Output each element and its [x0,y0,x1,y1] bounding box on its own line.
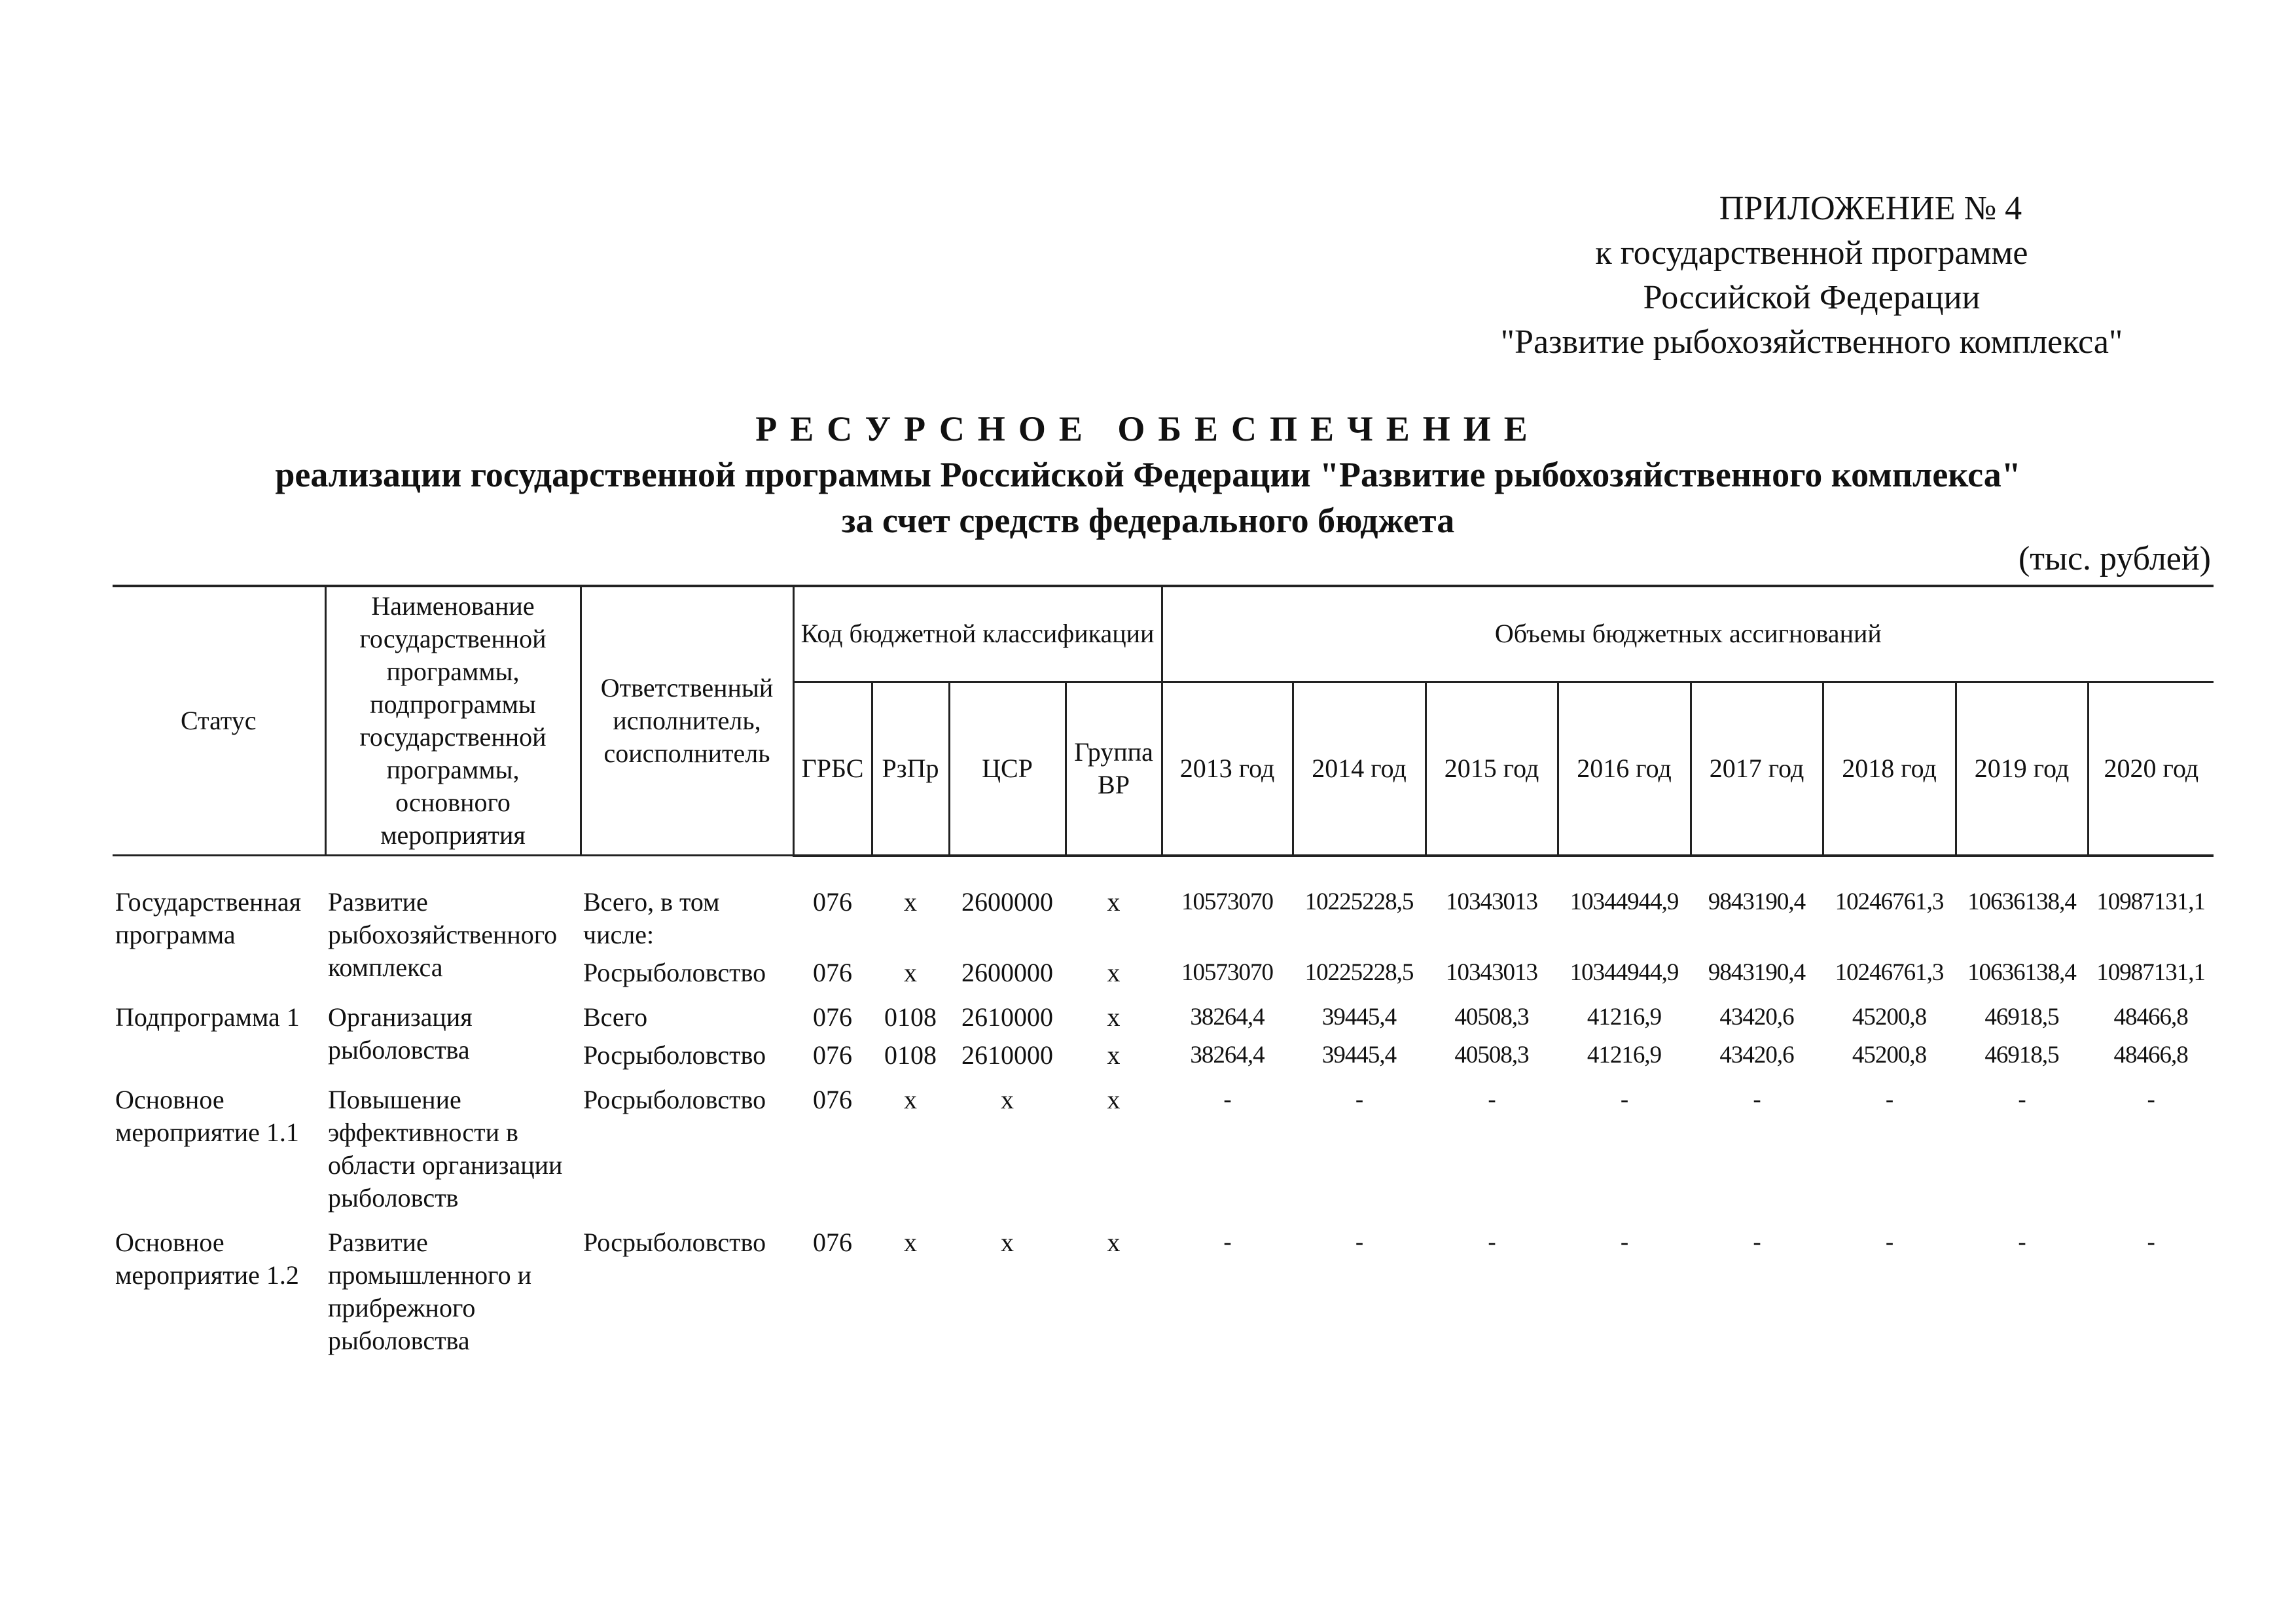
vr-cell: х [1107,1040,1121,1070]
value-cell: 10343013 [1446,958,1538,986]
vr-cell: х [1107,1227,1121,1257]
status-cell: Основное мероприятие 1.2 [115,1227,299,1290]
table-body [113,856,2214,1360]
status-cell: Государственная программа [115,886,302,949]
value-cell: 39445,4 [1321,1003,1397,1030]
value-cell: - [1620,1228,1628,1256]
appendix-number: ПРИЛОЖЕНИЕ № 4 [1719,190,2022,227]
name-cell: Развитие рыбохозяйственного комплекса [328,886,558,982]
value-cell: 10987131,1 [2096,958,2205,986]
rzpr-cell: х [904,886,917,917]
vr-cell: х [1107,1084,1121,1114]
value-cell: 48466,8 [2113,1003,2188,1030]
header-executor: Ответственный исполнитель, соисполнитель [581,586,793,856]
appendix-block [1419,187,2204,365]
value-cell: 10343013 [1446,888,1538,915]
value-cell: 38264,4 [1190,1041,1265,1068]
value-cell: 41216,9 [1587,1041,1662,1068]
status-cell: Подпрограмма 1 [115,1002,300,1032]
value-cell: - [1753,1085,1761,1113]
value-cell: 46918,5 [1984,1041,2059,1068]
value-cell: 45200,8 [1852,1003,1927,1030]
header-status: Статус [113,586,325,856]
value-cell: 10344944,9 [1570,958,1679,986]
csr-cell: 2600000 [961,957,1053,987]
header-year: 2019 год [1956,682,2088,855]
name-cell: Развитие промышленного и прибрежного рыболовства [328,1227,531,1355]
executor-cell: Всего [583,1002,648,1032]
value-cell: 10636138,4 [1967,958,2076,986]
value-cell: 10246761,3 [1835,958,1944,986]
value-cell: - [1488,1085,1496,1113]
name-cell: Повышение эффективности в области организации рыболовств [328,1084,563,1213]
title-main: РЕСУРСНОЕ ОБЕСПЕЧЕНИЕ [755,409,1541,448]
vr-cell: х [1107,886,1121,917]
appendix-line-4: "Развитие рыбохозяйственного комплекса" [1500,323,2123,361]
executor-cell: Росрыболовство [583,1084,766,1114]
value-cell: 9843190,4 [1708,888,1806,915]
title-sub-1: реализации государственной программы Российской Федерации "Развитие рыбохозяйственного комплекса" [275,455,2021,494]
budget-table [113,585,2214,1360]
header-vr: Группа ВР [1066,682,1162,855]
value-cell: 43420,6 [1719,1041,1794,1068]
value-cell: - [1223,1228,1231,1256]
rzpr-cell: х [904,1084,917,1114]
header-year: 2014 год [1293,682,1426,855]
value-cell: 10344944,9 [1570,888,1679,915]
header-rzpr: РзПр [872,682,949,855]
value-cell: 39445,4 [1321,1041,1397,1068]
value-cell: 10636138,4 [1967,888,2076,915]
value-cell: 9843190,4 [1708,958,1806,986]
value-cell: - [1620,1085,1628,1113]
value-cell: 40508,3 [1454,1003,1529,1030]
grbs-cell: 076 [813,1002,852,1032]
appendix-line-3: Российской Федерации [1643,279,1981,316]
value-cell: - [2147,1228,2155,1256]
rzpr-cell: х [904,1227,917,1257]
value-cell: 46918,5 [1984,1003,2059,1030]
value-cell: 10225228,5 [1304,958,1414,986]
header-year: 2017 год [1691,682,1823,855]
grbs-cell: 076 [813,957,852,987]
header-volume-group: Объемы бюджетных ассигнований [1162,586,2214,682]
document-title [0,406,2296,543]
value-cell: 43420,6 [1719,1003,1794,1030]
value-cell: 40508,3 [1454,1041,1529,1068]
value-cell: 10573070 [1181,888,1274,915]
table-row [113,877,2214,954]
value-cell: - [1885,1085,1893,1113]
csr-cell: х [1001,1084,1014,1114]
csr-cell: 2610000 [961,1002,1053,1032]
value-cell: - [2018,1228,2026,1256]
value-cell: - [1355,1085,1363,1113]
value-cell: - [2018,1085,2026,1113]
header-csr: ЦСР [949,682,1066,855]
value-cell: - [1223,1085,1231,1113]
value-cell: 10573070 [1181,958,1274,986]
header-year: 2020 год [2088,682,2214,855]
rzpr-cell: 0108 [884,1040,937,1070]
status-cell: Основное мероприятие 1.1 [115,1084,299,1147]
value-cell: - [1355,1228,1363,1256]
header-year: 2018 год [1823,682,1956,855]
value-cell: 10246761,3 [1835,888,1944,915]
executor-cell: Росрыболовство [583,1227,766,1257]
header-year: 2013 год [1162,682,1293,855]
header-year: 2015 год [1426,682,1558,855]
vr-cell: х [1107,1002,1121,1032]
vr-cell: х [1107,957,1121,987]
value-cell: 48466,8 [2113,1041,2188,1068]
value-cell: - [1753,1228,1761,1256]
value-cell: 45200,8 [1852,1041,1927,1068]
grbs-cell: 076 [813,886,852,917]
value-cell: - [2147,1085,2155,1113]
executor-cell: Росрыболовство [583,1040,766,1070]
executor-cell: Росрыболовство [583,957,766,987]
grbs-cell: 076 [813,1040,852,1070]
table-row [113,1217,2214,1360]
value-cell: 10987131,1 [2096,888,2205,915]
grbs-cell: 076 [813,1084,852,1114]
header-year: 2016 год [1558,682,1691,855]
rzpr-cell: 0108 [884,1002,937,1032]
header-code-group: Код бюджетной классификации [793,586,1162,682]
executor-cell: Всего, в том числе: [583,886,720,949]
rzpr-cell: х [904,957,917,987]
units-label: (тыс. рублей) [2018,540,2211,577]
csr-cell: 2610000 [961,1040,1053,1070]
value-cell: 38264,4 [1190,1003,1265,1030]
value-cell: 41216,9 [1587,1003,1662,1030]
title-sub-2: за счет средств федерального бюджета [841,501,1455,540]
header-name: Наименование государственной программы, подпрограммы государственной программы, основного мероприятия [325,586,581,856]
value-cell: - [1488,1228,1496,1256]
table-row [113,992,2214,1036]
value-cell: - [1885,1228,1893,1256]
table-row [113,1074,2214,1217]
appendix-line-2: к государственной программе [1595,234,2028,272]
csr-cell: 2600000 [961,886,1053,917]
value-cell: 10225228,5 [1304,888,1414,915]
grbs-cell: 076 [813,1227,852,1257]
name-cell: Организация рыболовства [328,1002,473,1065]
header-grbs: ГРБС [793,682,872,855]
csr-cell: х [1001,1227,1014,1257]
table-header [113,586,2214,856]
